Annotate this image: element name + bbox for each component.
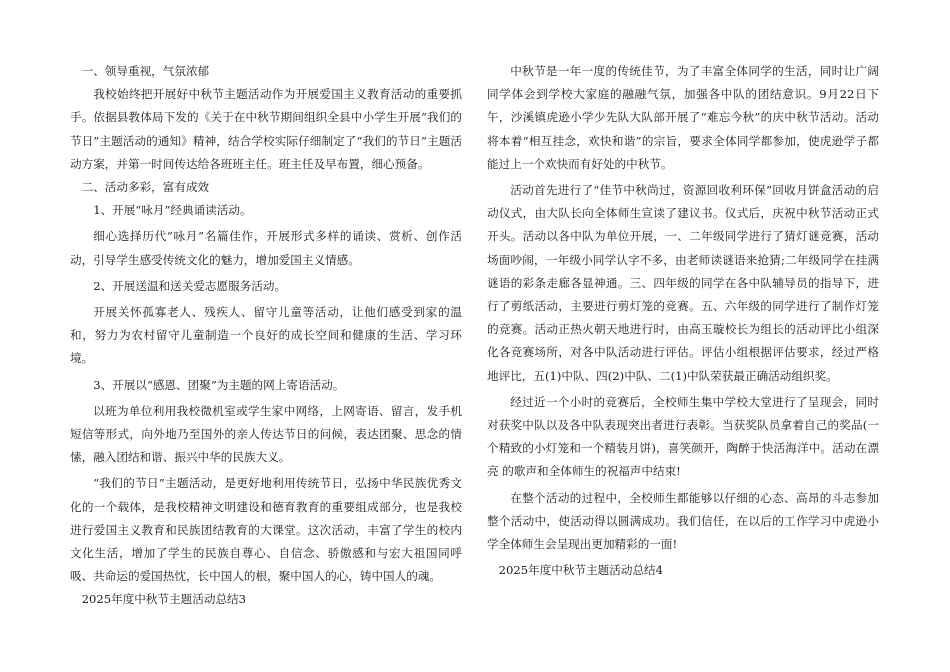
- item-heading-1: 1、开展“咏月”经典诵读活动。: [93, 203, 252, 218]
- section-title-3: 2025年度中秋节主题活动总结3: [81, 592, 247, 607]
- paragraph-intro: 我校始终把开展好中秋节主题活动作为开展爱国主义教育活动的重要抓手。依据县教体局下发的《关于在中秋节期间组织全县中小学生开展“我们的节日”主题活动的通知》精神，结合学校实际仔细制定了“我们的节日”主题活动方案，并第一时间传达给各班班主任。班主任及早布置，细心预备。: [70, 87, 462, 171]
- paragraph-conclusion: “我们的节日”主题活动，是更好地利用传统节日，弘扬中华民族优秀文化的一个载体，是我校精神文明建设和德育教育的重要组成部分，也是我校进行爱国主义教育和民族团结教育的大课堂。这次活动，丰富了学生的校内文化生活，增加了学生的民族自尊心、自信念、骄傲感和与宏大祖国同呼吸、共命运的爱国热忱，长中国人的根，聚中国人的心，铸中国人的魂。: [70, 476, 462, 584]
- paragraph-item-1: 细心选择历代“咏月”名篇佳作，开展形式多样的诵读、赏析、创作活动，引导学生感受传统文化的魅力，增加爱国主义情感。: [70, 229, 462, 267]
- paragraph-right-2: 活动首先进行了“佳节中秋尚过，资源回收利环保”回收月饼盒活动的启动仪式，由大队长向全体师生宣读了建议书。仪式后，庆祝中秋节活动正式开头。活动以各中队为单位开展，一、二年级同学进行了猜灯谜竞赛，活动场面吵闹，一年级小同学认字不多，由老师读谜语来抢猜;二年级同学在挂满谜语的彩条走廊各显神通。三、四年级的同学在各中队辅导员的指导下，进行了剪纸活动，主要进行剪灯笼的竞赛。五、六年级的同学进行了制作灯笼的竞赛。活动正热火朝天地进行时，由高玉璇校长为组长的活动评比小组深化各竞赛场所，对各中队活动进行评估。评估小组根据评估要求，经过严格地评比，五(1)中队、四(2)中队、二(1)中队荣获最正确活动组织奖。: [487, 183, 879, 383]
- section-title-4: 2025年度中秋节主题活动总结4: [498, 563, 664, 578]
- section-heading-1: 一、领导重视，气氛浓郁: [81, 64, 210, 78]
- paragraph-item-2: 开展关怀孤寡老人、残疾人、留守儿童等活动，让他们感受到家的温和，努力为农村留守儿童制造一个良好的成长空间和健康的生活、学习环境。: [70, 305, 462, 366]
- right-column: [487, 60, 879, 582]
- item-heading-3: 3、开展以“感恩、团聚”为主题的网上寄语活动。: [93, 377, 345, 392]
- section-heading-2: 二、活动多彩，富有成效: [81, 180, 210, 195]
- left-column: [70, 60, 462, 612]
- item-heading-2: 2、开展送温和送关爱志愿服务活动。: [93, 278, 287, 293]
- paragraph-right-1: 中秋节是一年一度的传统佳节，为了丰富全体同学的生活，同时让广阔同学体会到学校大家庭的融融气氛，加强各中队的团结意识。9月22日下午，沙溪镇虎逊小学少先队大队部开展了“难忘今秋”的庆中秋节活动。活动将本着“相互挂念，欢快和谐”的宗旨，要求全体同学都参加，使虎逊学子都能过上一个欢快而有好处的中秋节。: [487, 64, 879, 171]
- paragraph-right-3: 经过近一个小时的竞赛后，全校师生集中学校大堂进行了呈现会，同时对获奖中队以及各中队表现突出者进行表彰。当获奖队员拿着自己的奖品(一个精致的小灯笼和一个精装月饼)，喜笑颜开，陶醉于快活海洋中。活动在漂亮 的歌声和全体师生的祝福声中结束!: [487, 394, 879, 479]
- paragraph-right-4: 在整个活动的过程中，全校师生都能够以仔细的心态、高昂的斗志参加整个活动中，使活动得以圆满成功。我们信任，在以后的工作学习中虎逊小学全体师生会呈现出更加精彩的一面!: [487, 490, 879, 552]
- paragraph-item-3: 以班为单位利用我校微机室或学生家中网络，上网寄语、留言，发手机短信等形式，向外地乃至国外的亲人传达节日的问候，表达团聚、思念的情愫，融入团结和谐、振兴中华的民族大义。: [70, 403, 462, 465]
